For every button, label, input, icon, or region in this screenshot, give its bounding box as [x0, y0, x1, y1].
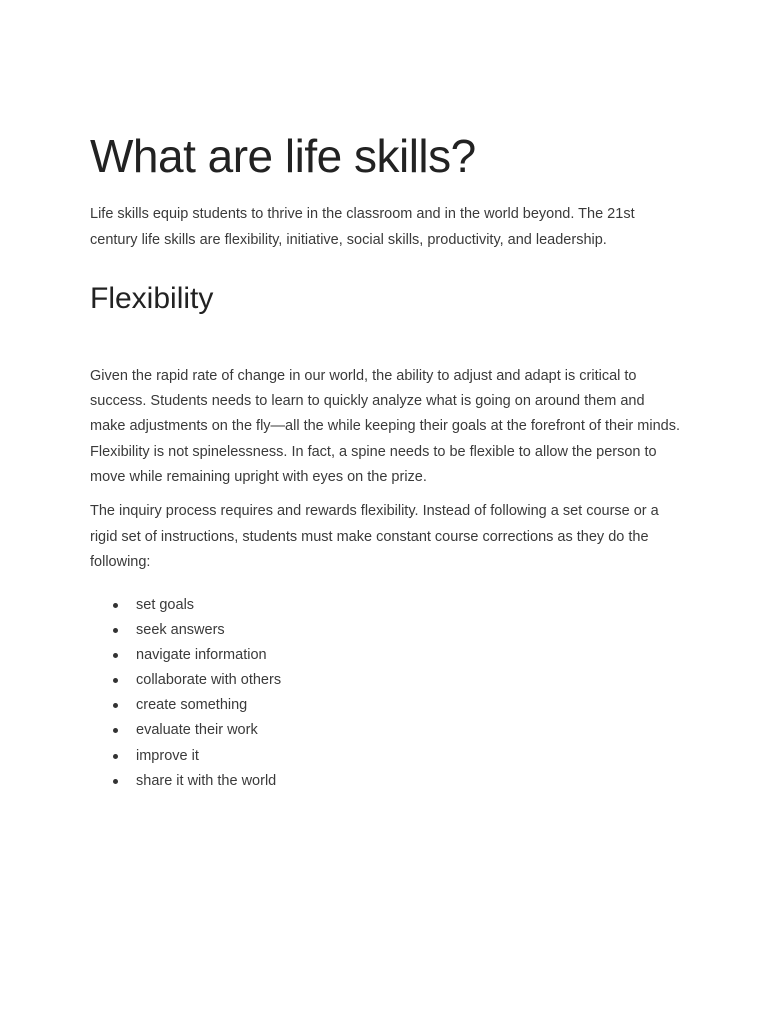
list-item	[90, 643, 281, 668]
page-title: What are life skills?	[90, 130, 476, 182]
bullet-dot-icon	[113, 703, 118, 708]
bullet-dot-icon	[113, 603, 118, 608]
bullet-dot-icon	[113, 678, 118, 683]
bullet-dot-icon	[113, 754, 118, 759]
list-item	[90, 593, 281, 618]
list-item	[90, 718, 281, 743]
bullet-dot-icon	[113, 779, 118, 784]
list-item-text: navigate information	[136, 647, 267, 664]
list-item-text: evaluate their work	[136, 722, 258, 739]
list-item	[90, 769, 281, 794]
inquiry-paragraph: The inquiry process requires and rewards flexibility. Instead of following a set course or a rigid set of instructions, students must make constant course corrections as they do the following:	[90, 503, 659, 570]
bullet-dot-icon	[113, 728, 118, 733]
list-item-text: set goals	[136, 597, 195, 613]
bullet-dot-icon	[113, 653, 118, 658]
bullet-list	[90, 593, 281, 794]
bullet-dot-icon	[113, 628, 118, 633]
list-item-text: improve it	[136, 747, 199, 764]
list-item-text: create something	[136, 697, 248, 714]
section-heading-flexibility: Flexibility	[90, 282, 214, 315]
list-item-text: seek answers	[136, 622, 225, 639]
list-item-text: share it with the world	[136, 772, 277, 789]
list-item	[90, 744, 281, 769]
list-item	[90, 668, 281, 693]
flexibility-paragraph: Given the rapid rate of change in our world, the ability to adjust and adapt is critical to success. Students needs to learn to quickly analyze what is going on around them and make adjustments on the fly—all the while keeping their goals at the forefront of their minds. Flexibility is not spinelessness. In fact, a spine needs to be flexible to allow the person to move while remaining upright with eyes on the prize.	[90, 368, 680, 485]
list-item	[90, 693, 281, 718]
list-item-text: collaborate with others	[136, 672, 282, 689]
list-item	[90, 618, 281, 643]
intro-paragraph: Life skills equip students to thrive in the classroom and in the world beyond. The 21st century life skills are flexibility, initiative, social skills, productivity, and leadership.	[90, 206, 635, 248]
